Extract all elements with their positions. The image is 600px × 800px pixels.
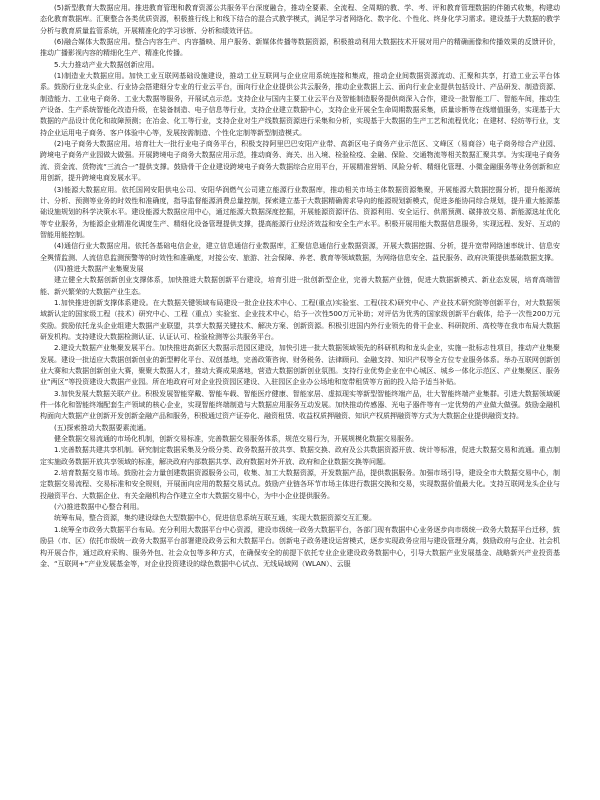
paragraph-data-center-intro: 统筹布局，整合资源，集约建设绿色大型数据中心，促进信息系统互联互通，实现大数据资源交互汇聚。: [54, 514, 376, 523]
paragraph-innovation-support: 1.加快推进创新支撑体系建设。在大数据关键领域布局建设一批企业技术中心、工程(重点)实验室、工程(技术)研究中心、产业技术研究院等创新平台，对大数据领域新认定的国家级工程（技术）研究中心、工程（重点）实验室、企业技术中心，给予一次性500万元补助；对评估为优秀的国家级创新平台载体，给予一次性200万元奖励。鼓励依托龙头企业组建大数据产业联盟，共享大数据关键技术、解决方案、创新资源。积极引进国内外行业领先的骨干企业、科研院所、高校等在我市布局大数据研发机构。支持建设大数据检测认证、认证认可、检验检测等公共服务平台。: [40, 298, 560, 341]
paragraph-data-sharing: 1.完善数据共建共享机制。研究制定数据采集及分级分类、政务数据开放共享、数据交换、政府及公共数据资源开放、统计等标准，促进大数据交易和流通。重点制定实施政务数据开放共享领域的标准，解决政府内部数据共享、政府数据对外开放、政府和企业数据交换等问题。: [40, 446, 560, 466]
paragraph-telecom-big-data: (4)通信行业大数据应用。依托各基础电信企业，建立信息通信行业数据库，汇聚信息通信行业数据资源，开展大数据挖掘、分析，提升宽带网络速率统计、信息安全舆情监测、人流信息监测预警等的时效性和准确度，对接公安、旅游、社会保障、养老、教育等领域数据，为网络信息安全、益民服务、政府决策提供基础数据支撑。: [40, 242, 560, 262]
paragraph-data-market: 2.培育数据交易市场。鼓励社会力量创建数据资源服务公司，收集、加工大数据资源，开发数据产品，提供数据服务。加强市场引导，建设全市大数据交易中心，制定数据交易流程、交易标准和安全规则，开展面向应用的数据交易试点。鼓励产业链各环节市场主体进行数据交换和交易，实现数据价值最大化。支持互联网龙头企业与投融资平台、大数据企业、有关金融机构合作建立全市大数据交易中心，为中小企业提供服务。: [40, 469, 560, 500]
section-heading-data-circulation: (五)探索推动大数据要素流通。: [54, 423, 151, 432]
paragraph-energy-big-data: (3)能源大数据应用。依托国网安阳供电公司、安阳华润燃气公司建立能源行业数据库，推动相关市场主体数据资源集聚，开展能源大数据挖掘分析，提升能源统计、分析、预测等业务的时效性和准确度，指导监督能源消费总量控制，探索建立基于大数据精确需求导向的能源规划新模式，促进多能协同综合规划，提升重大能源基础设施规划的科学决策水平。建设能源大数据应用中心，通过能源大数据深度挖掘，开展能源资源评估、资源利用、安全运行、供需预测、碳排放交易、新能源选址优化等专业服务，为能源企业精准化调度生产、精细化设备管理提供支撑，提高能源行业经济效益和安全生产水平。积极开展用能大数据信息服务，实现远程、发好、互动的智能用能控制。: [40, 185, 560, 239]
paragraph-circulation-intro: 健全数据交易流通的市场化机制，创新交易标准，完善数据交易服务体系，规范交易行为，开展规模化数据交易服务。: [54, 435, 418, 444]
section-heading-data-center: (六)推进数据中心整合利用。: [54, 503, 144, 512]
paragraph-cluster-intro: 建立健全大数据创新创业支撑体系，加快推进大数据创新平台建设，培育引进一批创新型企业，完善大数据产业链，促进大数据新模式、新业态发展，培育高端智能、新兴繁荣的大数据产业生态。: [40, 276, 560, 296]
paragraph-ecommerce-big-data: (2)电子商务大数据应用。培育壮大一批行业电子商务平台，积极支持阿里巴巴安阳产业带、高新区电子商务产业示范区、文峰区（易商谷）电子商务综合产业园、跨境电子商务产业园做大做强。开展跨境电子商务大数据应用示范，推动商务、海关、出入境、检验检疫、金融、保险、交通物流等相关数据汇聚共享。为实现电子商务流、资金流、货物流“三流合一”提供支撑。鼓励骨干企业建设跨境电子商务大数据综合应用平台，开展精准营销、风险分析、精细化管理、小微金融服务等业务创新和应用创新，提升跨境电商发展水平。: [40, 140, 560, 183]
paragraph-related-industries: 3.加快发展大数据关联产业。积极发展智能穿戴、智能车载、智能医疗健康、智能家居、虚拟现实等新型智能终端产品，壮大智能终端产业集群。引进大数据领域硬件一体化和智能终端配套生产领域的核心企业，实现智能终端制造与大数据应用服务互动发展。加快推动传感器、光电子器件等有一定优势的产业做大做强。鼓励金融机构面向大数据产业创新开发创新金融产品和服务，积极通过资产证券化、融资租赁、收益权质押融资、知识产权质押融资等方式为大数据企业提供融资支持。: [40, 389, 560, 421]
section-heading-industry-cluster: (四)推进大数据产业集聚发展: [54, 264, 144, 273]
paragraph-media-big-data: (6)融合媒体大数据应用。整合内容生产、内容播映、用户服务、新媒体传播等数据资源，积极推动利用大数据技术开展对用户的精确画像和传播效果的反馈评价，推动广播影视内容的精细化生产、精准化传播。: [40, 38, 560, 58]
paragraph-cluster-platform: 2.建设大数据产业集聚发展平台。加快推进高新区大数据示范园区建设，加快引进一批大数据领域领先的科研机构和龙头企业，实施一批标志性项目，推动产业集聚发展。建设一批适应大数据创新创业的新型孵化平台、双创基地，完善政策咨询、财务税务、法律顾问、金融支持、知识产权等全方位专业服务体系。举办互联网创新创业大赛和大数据创新创业大赛，聚聚大数据人才，推动大赛成果落地，营造大数据创新创业氛围。支持行业优势企业在中心城区、城乡一体化示范区、产业集聚区、服务业“两区”等投资建设大数据产业园。所在地政府可对企业投资园区建设、入驻园区企业办公场地和宽带租赁等方面的投入给予适当补贴。: [40, 344, 560, 387]
paragraph-gov-platform: 1.统筹全市政务大数据平台布局。充分利用大数据平台中心资源，建设市级统一政务大数据平台，各部门现有数据中心业务逐步向市级统一政务大数据平台迁移，鼓励县（市、区）依托市级统一政务大数据平台部署建设政务云和大数据平台。创新电子政务建设运营模式，逐步实现政务应用与建设管理分离，鼓励政府与企业、社会机构开展合作，通过政府采购、服务外包、社会众包等多种方式，在确保安全的前提下依托专业企业建设政务数据中心，引导大数据产业发展基金、战略新兴产业投资基金、“互联网+”产业发展基金等，对企业投资建设的绿色数据中心试点、无线局域网（WLAN）、云服: [40, 525, 560, 568]
paragraph-education-big-data: (5)新型教育大数据应用。推进教育管理和教育资源公共服务平台深度融合，推动全要素、全流程、全周期的教、学、考、评和教育管理数据的伴随式收集，构建动态化教育数据库。汇聚整合各类优质资源，积极推行线上和线下结合的混合式教学模式，满足学习者网络化、数字化、个性化、终身化学习需求。建设基于大数据的教学分析与教育质量监管系统，开展精准化的学习诊断、分析和绩效评估。: [40, 4, 560, 35]
paragraph-manufacturing-big-data: (1)制造业大数据应用。加快工业互联网基础设施建设，推动工业互联网与企业应用系统连接和集成，推动企业间数据资源流动、汇聚和共享，打造工业云平台体系。鼓励行业龙头企业、行业协会搭建细分专业的行业云平台，面向行业企业提供公共云服务，推动企业数据上云、面向行业企业提供包括设计、产品研发、制造资源、制造能力、工业电子商务、工业大数据等服务，开展试点示范。支持企业与国内主要工业云平台及智能制造服务提供商深入合作，建设一批智能工厂、智能车间，推动生产设备、生产系统智能化改造升级，在装备制造、电子信息等行业，支持企业建立数据中心，支持企业开展全生命周期数据采集，质量诊断等在线增值服务，实现基于大数据的产品设计优化和故障预测；在冶金、化工等行业，支持企业对生产线数据资源进行采集和分析，实现基于大数据的生产工艺和流程优化；在建材、轻纺等行业，支持企业运用电子商务、客户体验中心等，发展按需制造、个性化定制等新型制造模式。: [40, 72, 560, 137]
section-heading-industry-big-data: 5.大力推动产业大数据创新应用。: [54, 60, 159, 69]
